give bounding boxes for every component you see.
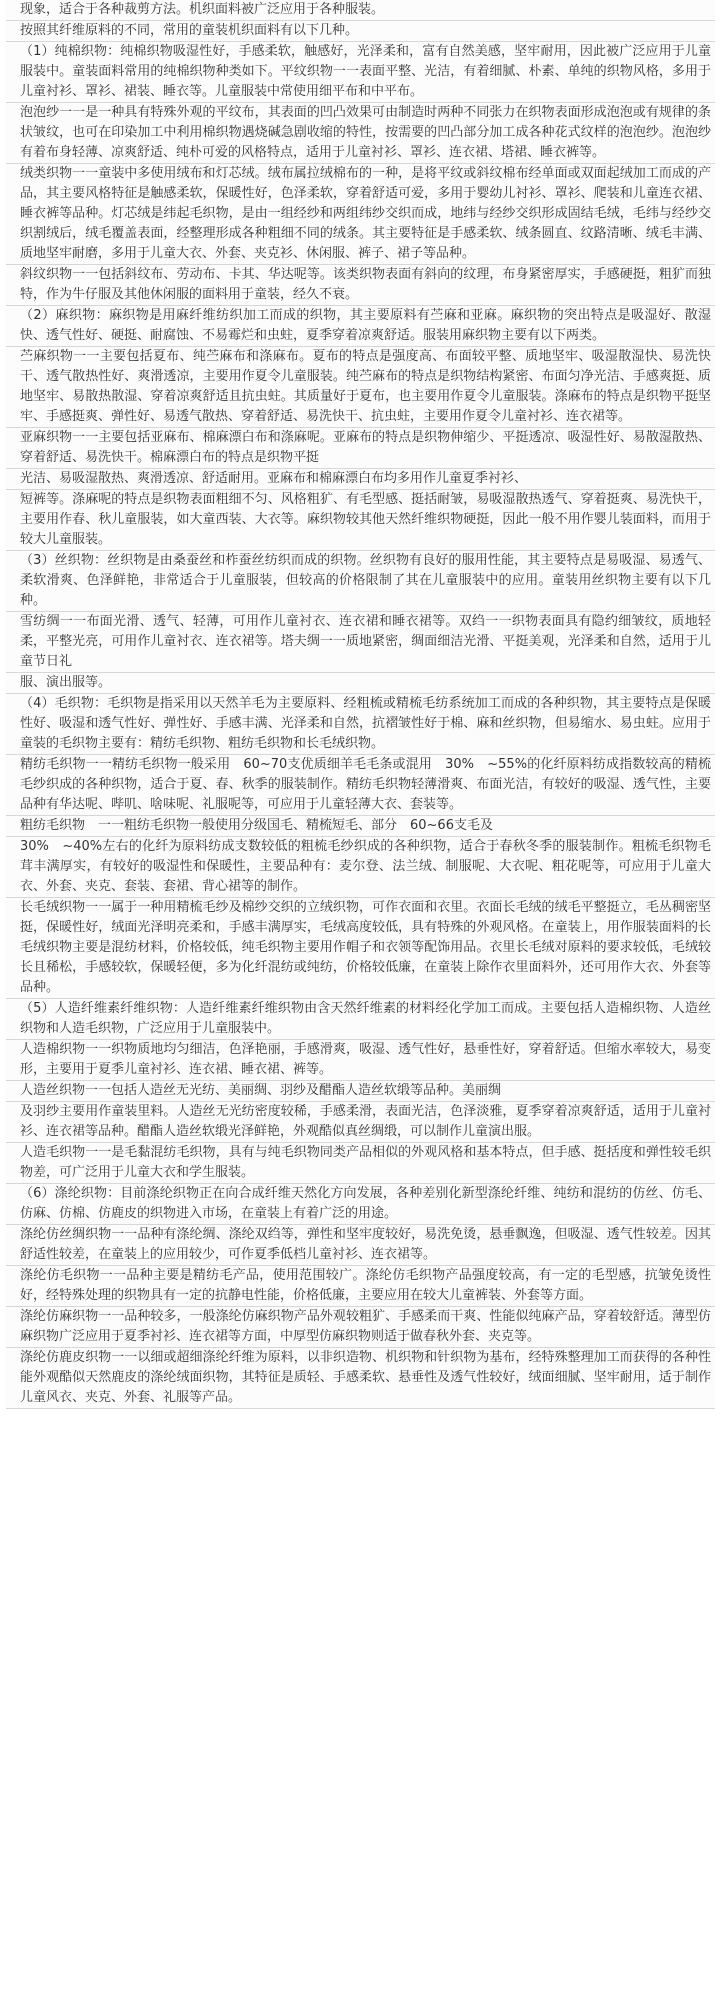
paragraph: 人造毛织物一一是毛黏混纺毛织物，具有与纯毛织物同类产品相似的外观风格和基本特点，但手感、挺括度和弹性较毛织物差，可广泛用于儿童大衣和学生服装。 (6, 1143, 715, 1184)
paragraph: 按照其纤维原料的不同，常用的童装机织面料有以下几种。 (6, 21, 715, 42)
paragraph: 人造棉织物一一织物质地均匀细洁，色泽艳丽，手感滑爽，吸湿、透气性好，悬垂性好，穿着舒适。但缩水率较大，易变形，主要用于夏季儿童衬衫、连衣裙、睡衣裙、裤等。 (6, 1040, 715, 1081)
paragraph: 30% ~40%左右的化纤为原料纺成支数较低的粗梳毛纱织成的各种织物，适合于春秋冬季的服装制作。粗梳毛织物毛茸丰满厚实，有较好的吸湿性和保暖性，主要品种有：麦尔登、法兰绒、制服呢、大衣呢、粗花呢等，可应用于儿童大衣、外套、夹克、套装、套裙、背心裙等的制作。 (6, 837, 715, 898)
paragraph: 长毛绒织物一一属于一种用精梳毛纱及棉纱交织的立绒织物，可作衣面和衣里。衣面长毛绒的绒毛平整挺立，毛丛稠密坚挺，保暖性好，绒面光泽明亮柔和，手感丰满厚实，毛绒高度较低，具有特殊的外观风格。在童装上，用作服装面料的长毛绒织物主要是混纺材料，价格较低，纯毛织物主要用作帽子和衣领等配饰用品。衣里长毛绒对原料的要求较低，毛绒较长且稀松，手感较软，保暖轻便，多为化纤混纺或纯纺，价格较低廉，在童装上除作衣里面料外，还可用作大衣、外套等品种。 (6, 898, 715, 999)
paragraph: （1）纯棉织物：纯棉织物吸湿性好，手感柔软，触感好，光泽柔和，富有自然美感，坚牢耐用，因此被广泛应用于儿童服装中。童装面料常用的纯棉织物种类如下。平纹织物一一表面平整、光洁，有着细腻、朴素、单纯的织物风格，多用于儿童衬衫、罩衫、裙装、睡衣等。儿童服装中常使用细平布和中平布。 (6, 42, 715, 103)
paragraph: 涤纶仿毛织物一一品种主要是精纺毛产品，使用范围较广。涤纶仿毛织物产品强度较高，有一定的毛型感，抗皱免烫性好，经特殊处理的织物具有一定的抗静电性能，价格低廉，主要应用在较大儿童裤装、外套等方面。 (6, 1266, 715, 1307)
paragraph: 涤纶仿麻织物一一品种较多，一般涤纶仿麻织物产品外观较粗犷、手感柔而干爽、性能似纯麻产品，穿着较舒适。薄型仿麻织物广泛应用于夏季衬衫、连衣裙等方面，中厚型仿麻织物则适于做春秋外套、夹克等。 (6, 1307, 715, 1348)
paragraph: 涤纶仿丝绸织物一一品种有涤纶绸、涤纶双绉等，弹性和坚牢度较好，易洗免烫，悬垂飘逸，但吸湿、透气性较差。因其舒适性较差，在童装上的应用较少，可作夏季低档儿童衬衫、连衣裙等。 (6, 1225, 715, 1266)
paragraph: 泡泡纱一一是一种具有特殊外观的平纹布，其表面的凹凸效果可由制造时两种不同张力在织物表面形成泡泡或有规律的条状皱纹，也可在印染加工中利用棉织物遇烧碱急剧收缩的特性，按需要的凹凸部分加工成各种花式纹样的泡泡纱。泡泡纱有着布身轻薄、凉爽舒适、纯朴可爱的风格特点，适用于儿童衬衫、罩衫、连衣裙、塔裙、睡衣裤等。 (6, 103, 715, 164)
paragraph: （6）涤纶织物：目前涤纶织物正在向合成纤维天然化方向发展，各种差别化新型涤纶纤维、纯纺和混纺的仿丝、仿毛、仿麻、仿棉、仿鹿皮的织物进入市场，在童装上有着广泛的用途。 (6, 1184, 715, 1225)
paragraph: 苎麻织物一一主要包括夏布、纯苎麻布和涤麻布。夏布的特点是强度高、布面较平整、质地坚牢、吸湿散湿快、易洗快干、透气散热性好、爽滑透凉，主要用作夏令儿童服装。纯苎麻布的特点是织物结构紧密、布面匀净光洁、手感爽挺、质地坚牢、易散热散湿、穿着凉爽舒适且抗虫蛀。其质量好于夏布，也主要用作夏令儿童服装。涤麻布的特点是织物平挺坚牢、手感挺爽、弹性好、易透气散热、穿着舒适、易洗快干、抗虫蛀，主要用作夏令儿童衬衫、连衣裙等。 (6, 347, 715, 428)
paragraph: 服、演出服等。 (6, 673, 715, 694)
paragraph: 现象，适合于各种裁剪方法。机织面料被广泛应用于各种服装。 (6, 0, 715, 21)
paragraph: 光洁、易吸湿散热、爽滑透凉、舒适耐用。亚麻布和棉麻漂白布均多用作儿童夏季衬衫、 (6, 469, 715, 490)
paragraph: 雪纺绸一一布面光滑、透气、轻薄，可用作儿童衬衣、连衣裙和睡衣裙等。双绉一一织物表面具有隐约细皱纹，质地轻柔，平整光亮，可用作儿童衬衣、连衣裙等。塔夫绸一一质地紧密，绸面细洁光滑、平挺美观，光泽柔和自然，适用于儿童节日礼 (6, 612, 715, 673)
paragraph: （2）麻织物：麻织物是用麻纤维纺织加工而成的织物，其主要原料有苎麻和亚麻。麻织物的突出特点是吸湿好、散湿快、透气性好、硬挺、耐腐蚀、不易霉烂和虫蛀，夏季穿着凉爽舒适。服装用麻织物主要有以下两类。 (6, 306, 715, 347)
paragraph: 斜纹织物一一包括斜纹布、劳动布、卡其、华达呢等。该类织物表面有斜向的纹理，布身紧密厚实，手感硬挺，粗犷而独特，作为牛仔服及其他休闲服的面料用于童装，经久不衰。 (6, 265, 715, 306)
paragraph: 人造丝织物一一包括人造丝无光纺、美丽绸、羽纱及醋酯人造丝软缎等品种。美丽绸 (6, 1081, 715, 1102)
paragraph: 涤纶仿鹿皮织物一一以细或超细涤纶纤维为原料，以非织造物、机织物和针织物为基布，经特殊整理加工而获得的各种性能外观酷似天然鹿皮的涤纶绒面织物，其特征是质轻、手感柔软、悬垂性及透气性较好，绒面细腻、坚牢耐用，适于制作儿童风衣、夹克、外套、礼服等产品。 (6, 1348, 715, 1409)
paragraph: 及羽纱主要用作童装里料。人造丝无光纺密度较稀，手感柔滑，表面光洁，色泽淡雅，夏季穿着凉爽舒适，适用于儿童衬衫、连衣裙等品种。醋酯人造丝软缎光泽鲜艳，外观酷似真丝绸缎，可以制作儿童演出服。 (6, 1102, 715, 1143)
paragraph: 精纺毛织物一一精纺毛织物一般采用 60~70支优质细羊毛毛条或混用 30% ~55%的化纤原料纺成指数较高的精梳毛纱织成的各种织物，适合于夏、春、秋季的服装制作。精纺毛织物轻薄滑爽、布面光洁，有较好的吸湿、透气性，主要品种有华达呢、哔叽、啥味呢、礼服呢等，可应用于儿童轻薄大衣、套装等。 (6, 755, 715, 816)
paragraph: 短裤等。涤麻呢的特点是织物表面粗细不匀、风格粗犷、有毛型感、挺括耐皱，易吸湿散热透气、穿着挺爽、易洗快干，主要用作春、秋儿童服装，如大童西装、大衣等。麻织物较其他天然纤维织物硬挺，因此一般不用作婴儿装面料，而用于较大儿童服装。 (6, 490, 715, 551)
paragraph: （5）人造纤维素纤维织物：人造纤维素纤维织物由含天然纤维素的材料经化学加工而成。主要包括人造棉织物、人造丝织物和人造毛织物，广泛应用于儿童服装中。 (6, 999, 715, 1040)
paragraph: 亚麻织物一一主要包括亚麻布、棉麻漂白布和涤麻呢。亚麻布的特点是织物伸缩少、平挺透凉、吸湿性好、易散湿散热、穿着舒适、易洗快干。棉麻漂白布的特点是织物平挺 (6, 428, 715, 469)
paragraph: （3）丝织物：丝织物是由桑蚕丝和柞蚕丝纺织而成的织物。丝织物有良好的服用性能，其主要特点是易吸湿、易透气、柔软滑爽、色泽鲜艳，非常适合于儿童服装，但较高的价格限制了其在儿童服装中的应用。童装用丝织物主要有以下几种。 (6, 551, 715, 612)
paragraph: 绒类织物一一童装中多使用绒布和灯芯绒。绒布属拉绒棉布的一种，是将平纹或斜纹棉布经单面或双面起绒加工而成的产品，其主要风格特征是触感柔软，保暖性好，色泽柔软，穿着舒适可爱，多用于婴幼儿衬衫、罩衫、爬装和儿童连衣裙、睡衣裤等品种。灯芯绒是纬起毛织物，是由一组经纱和两组纬纱交织而成，地纬与经纱交织形成固结毛绒，毛纬与经纱交织割绒后，绒毛覆盖表面，经整理形成各种粗细不同的绒条。其主要特征是手感柔软、绒条圆直、纹路清晰、绒毛丰满、质地坚牢耐磨，多用于儿童大衣、外套、夹克衫、休闲服、裤子、裙子等品种。 (6, 164, 715, 265)
paragraph: 粗纺毛织物 一一粗纺毛织物一般使用分级国毛、精梳短毛、部分 60~66支毛及 (6, 816, 715, 837)
paragraph: （4）毛织物：毛织物是指采用以天然羊毛为主要原料、经粗梳或精梳毛纺系统加工而成的各种织物，其主要特点是保暖性好、吸湿和透气性好、弹性好、手感丰满、光泽柔和自然，抗褶皱性好于棉、麻和丝织物，但易缩水、易虫蛀。应用于童装的毛织物主要有：精纺毛织物、粗纺毛织物和长毛绒织物。 (6, 694, 715, 755)
